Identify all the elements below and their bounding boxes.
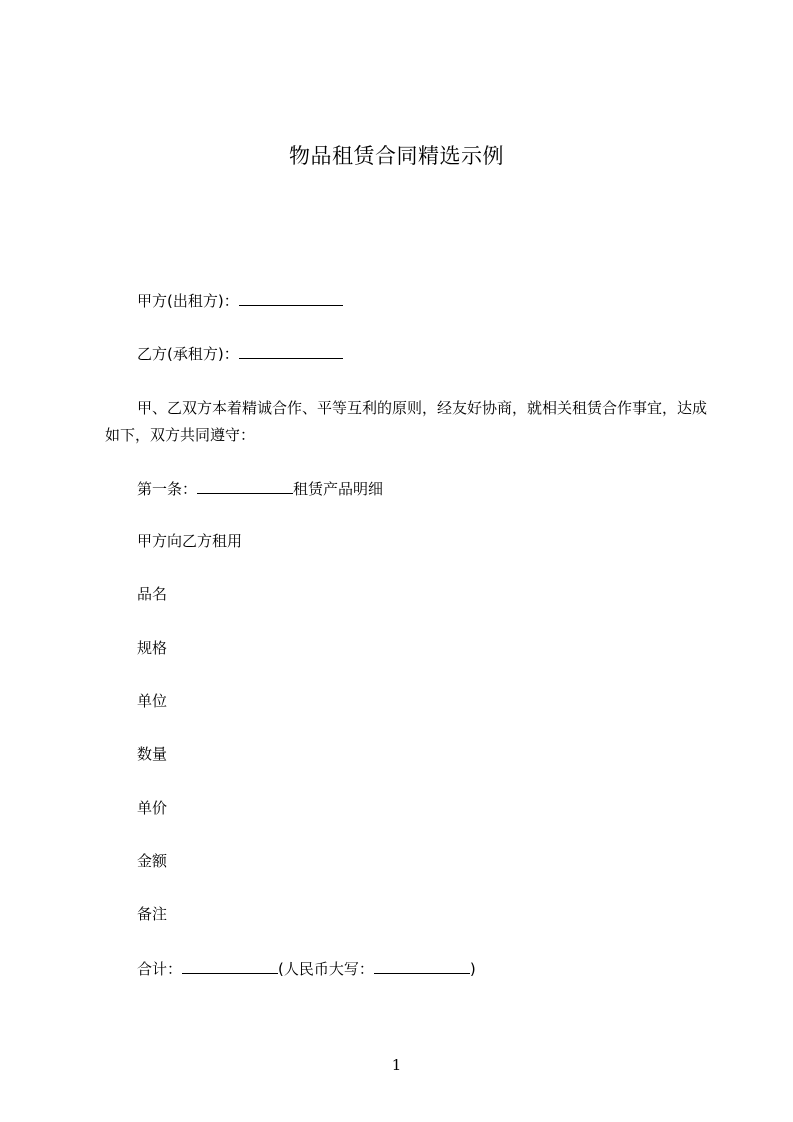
total-line [137,958,476,979]
rmb-blank[interactable] [374,958,470,974]
party-a-label: 甲方(出租方)： [137,292,239,310]
field-unit-price: 单价 [137,799,168,817]
field-amount: 金额 [137,852,168,870]
rmb-close: ) [469,960,476,978]
page-title: 物品租赁合同精选示例 [289,144,504,168]
field-product-name: 品名 [137,585,168,603]
lease-statement: 甲方向乙方租用 [137,532,243,550]
party-b-blank[interactable] [239,343,343,359]
total-label: 合计： [137,960,183,978]
page-number: 1 [391,1056,402,1074]
party-b-line [137,343,343,364]
party-b-label: 乙方(承租方)： [137,345,239,363]
rmb-open: (人民币大写： [278,960,374,978]
party-a-blank[interactable] [239,290,343,306]
article-1-blank[interactable] [197,478,293,494]
article-1-line [137,478,383,499]
field-unit: 单位 [137,692,168,710]
field-remarks: 备注 [137,905,168,923]
field-specification: 规格 [137,639,168,657]
field-quantity: 数量 [137,745,168,763]
article-1-suffix: 租赁产品明细 [293,480,384,498]
article-1-label: 第一条： [137,480,198,498]
total-blank[interactable] [182,958,278,974]
intro-paragraph: 甲、乙双方本着精诚合作、平等互利的原则，经友好协商，就相关租赁合作事宜，达成如下，双方共同遵守： [105,399,708,444]
party-a-line [137,290,343,311]
